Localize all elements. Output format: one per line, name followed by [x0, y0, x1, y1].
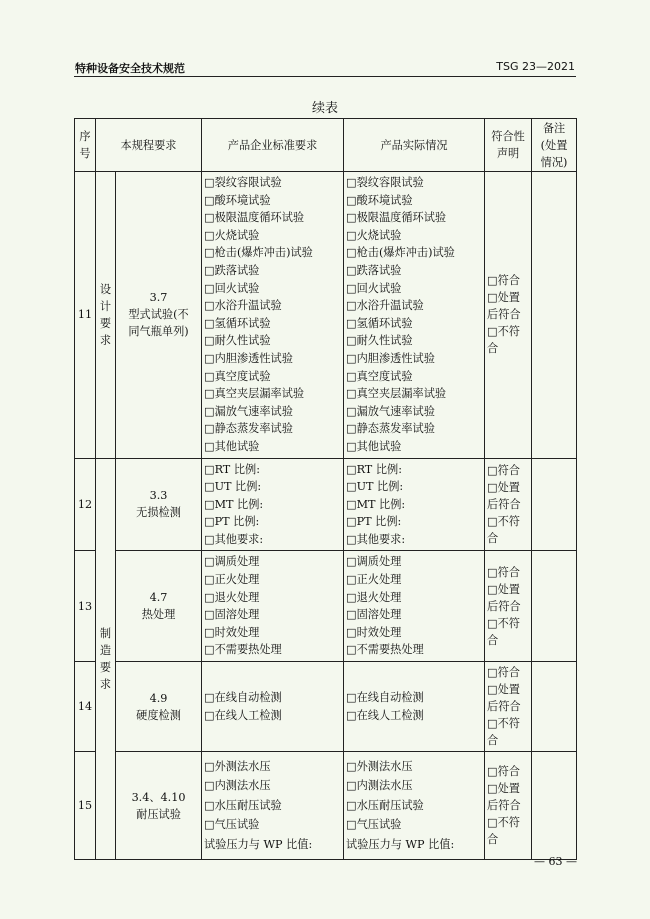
- col-enterprise-std: 产品企业标准要求: [202, 119, 344, 172]
- enterprise-list: □外测法水压 □内测法水压 □水压耐压试验 □气压试验 试验压力与 WP 比值:: [202, 752, 344, 860]
- header-rule: [74, 76, 576, 77]
- conformity-statement: □符合 □处置 后符合 □不符 合: [485, 458, 532, 551]
- group-design: 设 计 要 求: [96, 172, 116, 459]
- remark-cell: [532, 662, 577, 752]
- col-seq: 序 号: [75, 119, 96, 172]
- enterprise-list: □在线自动检测 □在线人工检测: [202, 662, 344, 752]
- table-row: [75, 172, 577, 459]
- page-number: — 63 —: [534, 855, 577, 868]
- actual-list: □裂纹容限试验 □酸环境试验 □极限温度循环试验 □火烧试验 □枪击(爆炸冲击)试验 □跌落试验 □回火试验 □水浴升温试验 □氢循环试验 □耐久性试验 □内胆渗透性试验 □真空度试验 □真空夹层漏率试验 □漏放气速率试验 □静态蒸发率试验 □其他试验: [344, 172, 485, 459]
- row-seq: 11: [75, 172, 96, 459]
- actual-list: □调质处理 □正火处理 □退火处理 □固溶处理 □时效处理 □不需要热处理: [344, 551, 485, 662]
- conformity-statement: □符合 □处置 后符合 □不符 合: [485, 662, 532, 752]
- row-seq: 15: [75, 752, 96, 860]
- enterprise-list: □调质处理 □正火处理 □退火处理 □固溶处理 □时效处理 □不需要热处理: [202, 551, 344, 662]
- row-requirement: 3.7 型式试验(不 同气瓶单列): [116, 172, 202, 459]
- col-conformity: 符合性 声明: [485, 119, 532, 172]
- col-spec-req: 本规程要求: [96, 119, 202, 172]
- group-manufacture: 制 造 要 求: [96, 458, 116, 860]
- remark-cell: [532, 458, 577, 551]
- enterprise-list: □RT 比例: □UT 比例: □MT 比例: □PT 比例: □其他要求:: [202, 458, 344, 551]
- row-requirement: 3.3 无损检测: [116, 458, 202, 551]
- actual-list: □RT 比例: □UT 比例: □MT 比例: □PT 比例: □其他要求:: [344, 458, 485, 551]
- remark-cell: [532, 551, 577, 662]
- row-seq: 13: [75, 551, 96, 662]
- remark-cell: [532, 172, 577, 459]
- row-seq: 12: [75, 458, 96, 551]
- requirements-table: [74, 118, 577, 860]
- table-row: [75, 752, 577, 860]
- row-requirement: 4.7 热处理: [116, 551, 202, 662]
- remark-cell: [532, 752, 577, 860]
- row-requirement: 4.9 硬度检测: [116, 662, 202, 752]
- actual-list: □在线自动检测 □在线人工检测: [344, 662, 485, 752]
- table-row: [75, 662, 577, 752]
- table-row: [75, 458, 577, 551]
- doc-code: TSG 23—2021: [496, 60, 575, 73]
- actual-list: □外测法水压 □内测法水压 □水压耐压试验 □气压试验 试验压力与 WP 比值:: [344, 752, 485, 860]
- row-seq: 14: [75, 662, 96, 752]
- continued-table-title: 续表: [311, 101, 338, 116]
- conformity-statement: □符合 □处置 后符合 □不符 合: [485, 172, 532, 459]
- row-requirement: 3.4、4.10 耐压试验: [116, 752, 202, 860]
- doc-series-title: 特种设备安全技术规范: [75, 62, 185, 75]
- table-row: [75, 551, 577, 662]
- col-actual: 产品实际情况: [344, 119, 485, 172]
- col-remark: 备注 (处置 情况): [532, 119, 577, 172]
- conformity-statement: □符合 □处置 后符合 □不符 合: [485, 551, 532, 662]
- enterprise-list: □裂纹容限试验 □酸环境试验 □极限温度循环试验 □火烧试验 □枪击(爆炸冲击)试验 □跌落试验 □回火试验 □水浴升温试验 □氢循环试验 □耐久性试验 □内胆渗透性试验 □真空度试验 □真空夹层漏率试验 □漏放气速率试验 □静态蒸发率试验 □其他试验: [202, 172, 344, 459]
- table-header-row: [75, 119, 577, 172]
- conformity-statement: □符合 □处置 后符合 □不符 合: [485, 752, 532, 860]
